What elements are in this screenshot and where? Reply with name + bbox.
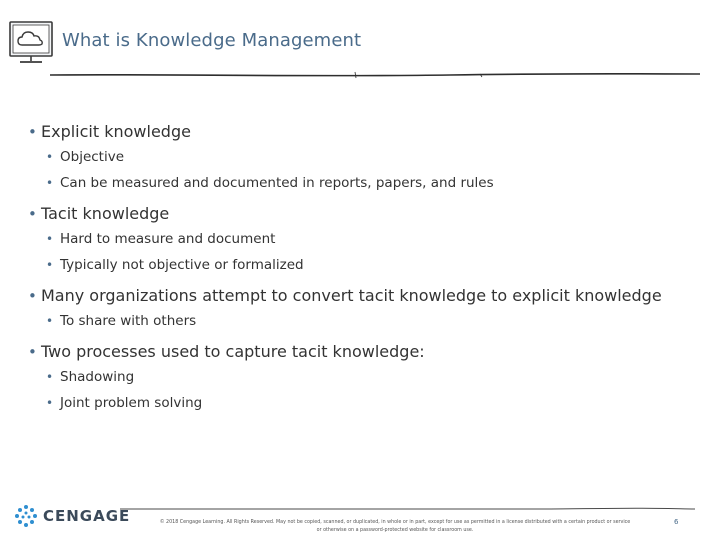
sub-bullet-item: • Can be measured and documented in reports, papers, and rules [28, 170, 708, 196]
bullet-item: • Two processes used to capture tacit knowledge: [28, 340, 708, 364]
logo-text: CENGAGE [43, 507, 131, 525]
copyright-notice [130, 519, 660, 535]
bullet-group [28, 120, 708, 196]
sub-bullet-item: • Typically not objective or formalized [28, 252, 708, 278]
cloud-monitor-icon [8, 20, 58, 70]
sub-bullet-item: • Objective [28, 144, 708, 170]
sub-bullet-item: • Hard to measure and document [28, 226, 708, 252]
bullet-group [28, 340, 708, 416]
title-underline [50, 68, 700, 82]
logo-dots-icon [14, 504, 38, 528]
slide-title: What is Knowledge Management [62, 30, 362, 51]
bullet-group [28, 202, 708, 278]
bullet-item: • Tacit knowledge [28, 202, 708, 226]
sub-bullet-item: • To share with others [28, 308, 708, 334]
copyright-line: or otherwise on a password-protected website for classroom use. [316, 528, 474, 533]
sub-bullet-item: • Joint problem solving [28, 390, 708, 416]
bullet-group [28, 284, 708, 334]
copyright-line: © 2018 Cengage Learning. All Rights Reserved. May not be copied, scanned, or duplicated, in whole or in part, except for use as permitted in a license distributed with a certain product or service [159, 520, 631, 525]
page-number: 6 [674, 518, 679, 526]
bullet-list [28, 120, 708, 422]
cengage-logo [14, 504, 130, 528]
sub-bullet-item: • Shadowing [28, 364, 708, 390]
footer-rule [120, 503, 695, 515]
bullet-item: • Explicit knowledge [28, 120, 708, 144]
bullet-item: • Many organizations attempt to convert tacit knowledge to explicit knowledge [28, 284, 708, 308]
